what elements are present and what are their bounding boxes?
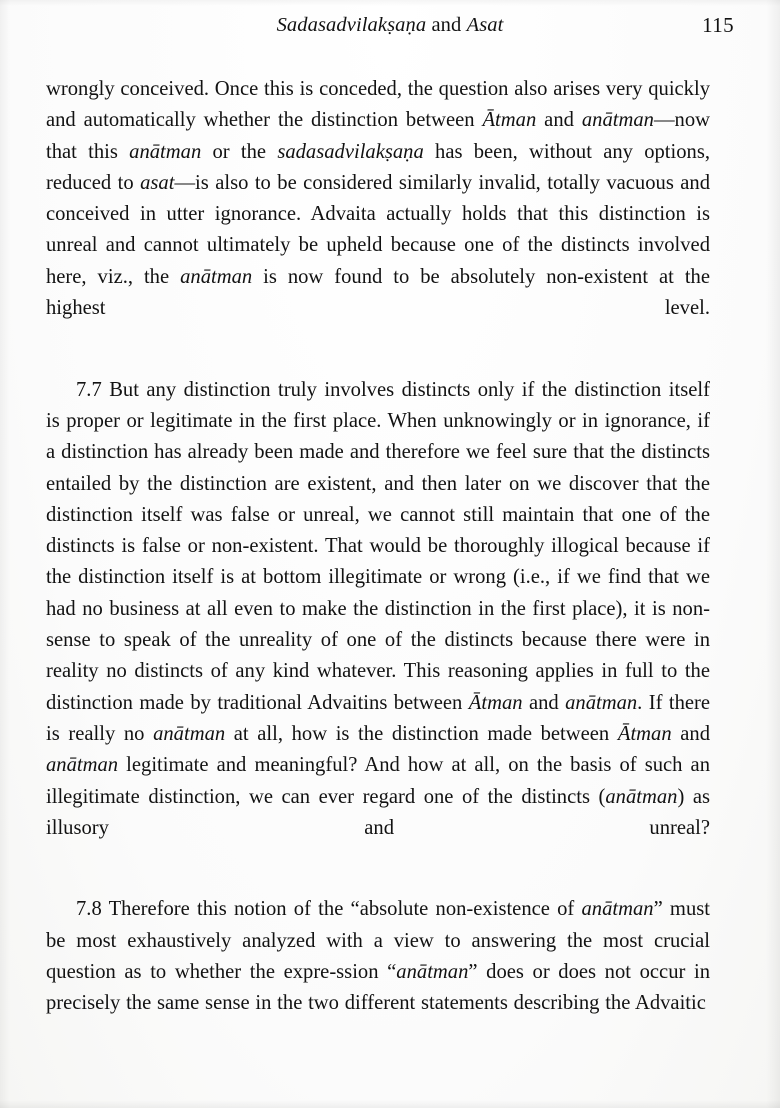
text-run: legitimate and meaningful? And how at all, on the basis of such an illegitimate distinction, we can ever regard one of the distincts ( bbox=[46, 754, 710, 808]
text-run: is now found to be absolutely non-existent at the highest level. bbox=[46, 265, 710, 320]
text-run: wrongly conceived. Once this is conceded, the question also arises very quickly and automatically whether the distinction between bbox=[46, 78, 710, 132]
paragraph bbox=[46, 375, 710, 876]
body-text-block bbox=[46, 74, 710, 1020]
page-number: 115 bbox=[702, 13, 734, 37]
scan-edge-top bbox=[0, 0, 780, 6]
sanskrit-term: anātman bbox=[129, 140, 202, 163]
scan-edge-bottom bbox=[0, 1100, 780, 1108]
scan-edge-left bbox=[0, 0, 10, 1108]
text-run: at all, how is the distinction made between bbox=[225, 722, 618, 745]
sanskrit-term: anātman bbox=[180, 265, 253, 288]
running-head-title-term: Sadasadvilakṣaṇa bbox=[276, 14, 427, 36]
sanskrit-term: anātman bbox=[581, 109, 654, 132]
scan-edge-right bbox=[766, 0, 780, 1108]
text-run: 7.7 But any distinction truly involves distincts only if the distinction itself is proper or legitimate in the first place. When unknowingly or in ignorance, if a distinction has already been made and therefore we feel sure that the distincts entailed by the distinction are existent, and then later on we discover that the distinction itself was false or unreal, we cannot still maintain that one of the distincts is false or non-existent. That would be thoroughly illogical because if the distinction itself is at bottom illegitimate or wrong (i.e., if we find that we had no business at all even to make the distinction in the first place), it is non-sense to speak of the unreality of one of the distincts because there were in reality no distincts of any kind whatever. This reasoning applies in full to the distinction made by traditional Advaitins between bbox=[46, 378, 710, 714]
text-run: has been, without any options, reduced to bbox=[46, 140, 710, 194]
sanskrit-term: Ātman bbox=[617, 722, 672, 745]
text-run: ” does or does not occur in precisely the same sense in the two different statements describing the Advaitic bbox=[46, 961, 710, 1015]
sanskrit-term: anātman bbox=[396, 961, 469, 984]
text-run: —is also to be considered similarly invalid, totally vacuous and conceived in utter ignorance. Advaita actually holds that this distinction is unreal and cannot ultimately be upheld because one of the distincts involved here, viz., the bbox=[46, 171, 711, 288]
sanskrit-term: sadasadvilakṣaṇa bbox=[277, 140, 424, 163]
text-run: . If there is really no bbox=[46, 691, 710, 745]
running-head-title-term-2: Asat bbox=[466, 14, 504, 36]
text-run: or the bbox=[201, 140, 278, 163]
text-run: and bbox=[671, 722, 710, 745]
sanskrit-term: anātman bbox=[605, 785, 678, 808]
paragraph bbox=[46, 894, 710, 1019]
sanskrit-term: anātman bbox=[565, 691, 638, 714]
text-run: 7.8 Therefore this notion of the “absolute non-existence of bbox=[76, 898, 582, 921]
sanskrit-term: anātman bbox=[581, 898, 654, 921]
text-run: ” must be most exhaustively analyzed with a view to answering the most crucial question as to whether the expre-ssion “ bbox=[46, 898, 710, 984]
running-head-title-conjunction: and bbox=[426, 14, 467, 36]
text-run: and bbox=[522, 691, 566, 714]
text-run: and bbox=[536, 109, 582, 132]
paragraph bbox=[46, 74, 710, 356]
running-head-title bbox=[46, 12, 734, 38]
sanskrit-term: asat bbox=[140, 171, 175, 194]
sanskrit-term: Ātman bbox=[482, 109, 537, 132]
sanskrit-term: anātman bbox=[46, 754, 119, 777]
running-head bbox=[46, 12, 734, 42]
sanskrit-term: Ātman bbox=[468, 691, 523, 714]
text-run: —now that this bbox=[46, 109, 710, 163]
text-run: ) as illusory and unreal? bbox=[46, 785, 710, 839]
sanskrit-term: anātman bbox=[153, 722, 226, 745]
